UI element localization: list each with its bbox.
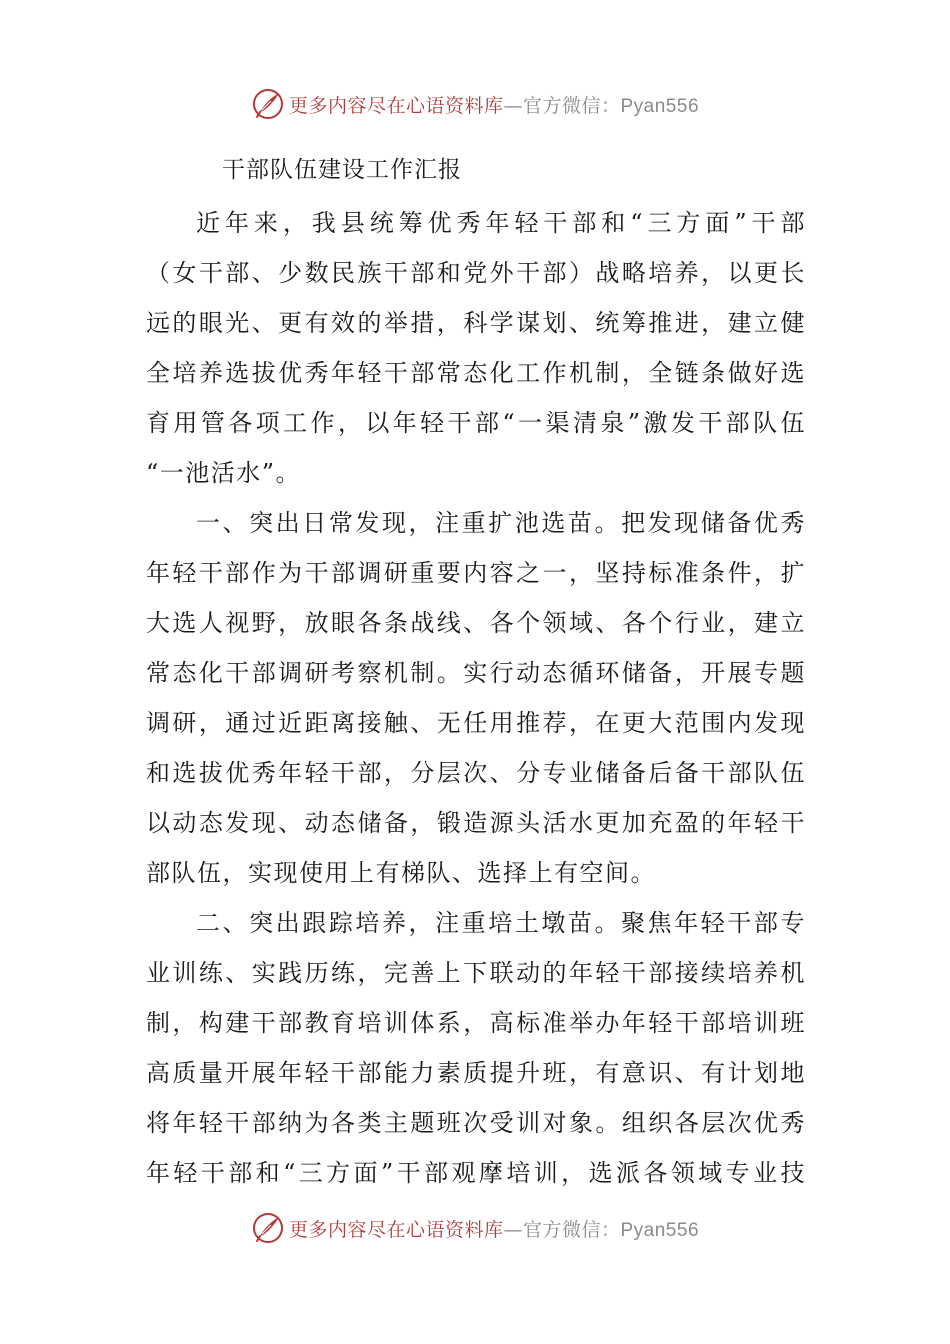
paragraph-line: 年轻干部作为干部调研重要内容之一，坚持标准条件，扩 — [146, 559, 806, 587]
quill-pen-logo-icon — [251, 1211, 285, 1245]
paragraph-line: 育用管各项工作，以年轻干部“一渠清泉”激发干部队伍 — [146, 409, 806, 437]
paragraph-line: 部队伍，实现使用上有梯队、选择上有空间。 — [146, 859, 656, 887]
document-title: 干部队伍建设工作汇报 — [222, 157, 462, 183]
paragraph-line: （女干部、少数民族干部和党外干部）战略培养，以更长 — [146, 259, 806, 287]
paragraph-line: 年轻干部和“三方面”干部观摩培训，选派各领域专业技 — [146, 1159, 806, 1187]
paragraph-line: 业训练、实践历练，完善上下联动的年轻干部接续培养机 — [146, 959, 806, 987]
watermark-text: 更多内容尽在心语资料库—官方微信：Pyan556 — [288, 1218, 700, 1241]
watermark-banner-bottom — [0, 1208, 950, 1248]
paragraph-line: 将年轻干部纳为各类主题班次受训对象。组织各层次优秀 — [146, 1109, 806, 1137]
paragraph-line: 近年来，我县统筹优秀年轻干部和“三方面”干部 — [196, 209, 806, 237]
watermark-banner-top — [0, 84, 950, 124]
paragraph-line: 远的眼光、更有效的举措，科学谋划、统筹推进，建立健 — [146, 309, 806, 337]
paragraph-line: 制，构建干部教育培训体系，高标准举办年轻干部培训班 — [146, 1009, 806, 1037]
paragraph-line: 大选人视野，放眼各条战线、各个领域、各个行业，建立 — [146, 609, 806, 637]
paragraph-line: 二、突出跟踪培养，注重培土墩苗。聚焦年轻干部专 — [196, 909, 806, 937]
paragraph-line: 一、突出日常发现，注重扩池选苗。把发现储备优秀 — [196, 509, 806, 537]
paragraph-line: 调研，通过近距离接触、无任用推荐，在更大范围内发现 — [146, 709, 806, 737]
paragraph-line: 以动态发现、动态储备，锻造源头活水更加充盈的年轻干 — [146, 809, 806, 837]
document-body — [146, 198, 806, 1198]
quill-pen-logo-icon — [251, 87, 285, 121]
paragraph-line: 常态化干部调研考察机制。实行动态循环储备，开展专题 — [146, 659, 806, 687]
paragraph-line: 全培养选拔优秀年轻干部常态化工作机制，全链条做好选 — [146, 359, 806, 387]
paragraph-line: “一池活水”。 — [146, 459, 302, 487]
watermark-text: 更多内容尽在心语资料库—官方微信：Pyan556 — [288, 94, 700, 117]
paragraph-line: 高质量开展年轻干部能力素质提升班，有意识、有计划地 — [146, 1059, 806, 1087]
paragraph-line: 和选拔优秀年轻干部，分层次、分专业储备后备干部队伍 — [146, 759, 806, 787]
